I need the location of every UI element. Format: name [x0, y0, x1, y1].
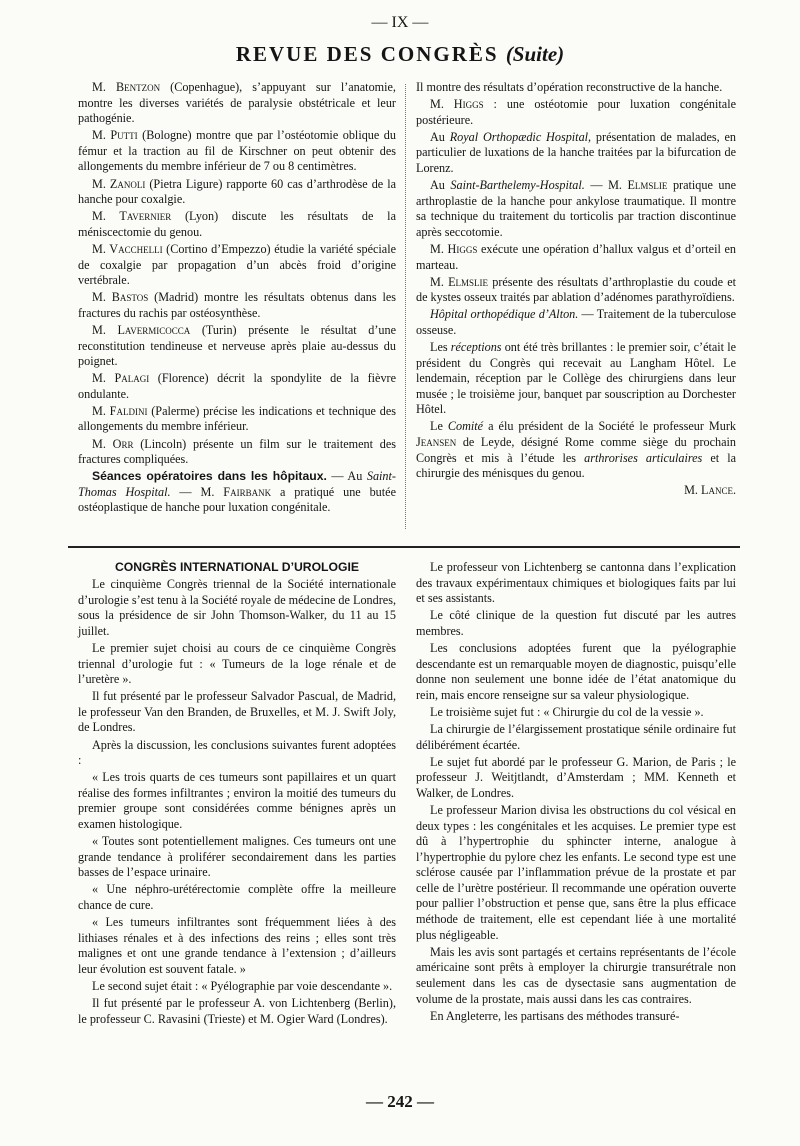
- paragraph: Le professeur von Lichtenberg se cantonna dans l’explication des travaux expérimentaux chimiques et biologiques faits par lui et ses assistants.: [416, 560, 736, 606]
- report-text: (Lyon) discute les résultats de la méniscectomie du genou.: [78, 209, 396, 239]
- emphasis: Comité: [447, 419, 484, 434]
- seances-surgeon: M. Fairbank: [200, 484, 272, 499]
- report-text: (Bologne) montre que par l’ostéotomie oblique du fémur et la traction au fil de Kirschner on peut obtenir des allongements du membre inférieur de 7 ou 8 centimètres.: [78, 128, 396, 174]
- paragraph: Mais les avis sont partagés et certains représentants de l’école américaine sont prêts à employer la chirurgie transurétrale non seulement dans les cas de dysectasie sans augmentation de volume de la prostate, mais aussi dans les cas contraires.: [416, 944, 736, 1006]
- surgeon-name: M. Bentzon: [92, 80, 161, 94]
- surgeon-name: M. Palagi: [92, 371, 150, 386]
- paragraph-text: et la chirurgie des ménisques du genou.: [416, 450, 737, 481]
- paragraph: [416, 130, 736, 177]
- paragraph: Le côté clinique de la question fut discuté par les autres membres.: [416, 608, 736, 638]
- report-text: (Cortino d’Empezzo) étudie la variété spéciale de coxalgie par propagation d’un abcès froid d’origine vertébrale.: [78, 241, 396, 288]
- seances-place: Saint-Thomas Hospital.: [78, 469, 396, 499]
- paragraph-text: Les: [430, 340, 451, 354]
- report-paragraph: [78, 290, 396, 321]
- paragraph: La chirurgie de l’élargissement prostatique sénile ordinaire fut délibérément écartée.: [416, 721, 736, 752]
- report-paragraph: [78, 437, 396, 468]
- report-paragraph: [78, 128, 396, 175]
- paragraph: Le premier sujet choisi au cours de ce cinquième Congrès triennal d’urologie fut : « Tumeurs de la loge rénale et de l’uretère ».: [78, 640, 396, 687]
- paragraph: Le sujet fut abordé par le professeur G. Marion, de Paris ; le professeur J. Weitjtlandt, d’Amsterdam ; MM. Kenneth et Walker, de Londres.: [416, 754, 736, 800]
- emphasis: réceptions: [450, 340, 502, 354]
- hospital-name: Hôpital orthopédique d’Alton.: [430, 307, 579, 322]
- urology-left-paragraphs: [78, 577, 396, 1027]
- paragraph-text: Le: [430, 419, 448, 434]
- paragraph: [416, 419, 736, 481]
- header-title: REVUE DES CONGRÈS: [235, 42, 499, 66]
- report-text: (Palerme) précise les indications et technique des allongements du membre inférieur.: [78, 403, 396, 434]
- hospital-name: Saint-Barthelemy-Hospital.: [450, 178, 585, 193]
- paragraph-text: pratique une arthroplastie de la hanche pour ankylose traumatique. Il montre sa technique du traitement du torticolis par traction discontinue après seccotomie.: [416, 178, 737, 239]
- page-number: — 242 —: [366, 1092, 434, 1111]
- paragraph-text: — Traitement de la tuberculose osseuse.: [416, 307, 736, 337]
- paragraph: Le professeur Marion divisa les obstructions du col vésical en deux types : les congénitales et les acquises. Le premier type est dû à l’hypertrophie du sphincter interne, analogue à l’hypertrophie du pylore chez les enfants. Le second type est une sclérose causée par l’inflammation prévue de la prostate et par celle de l’urètre postérieur. Il recommande une opération ouverte pour pallier l’obstruction et pense que, sans être la plus efficace méthode de traitement, elle est cependant liée à une mortalité plus négligeable.: [416, 802, 736, 942]
- report-text: (Copenhague), s’appuyant sur l’anatomie, montre les diverses variétés de paralysie obstétricale et leur pathogénie.: [78, 80, 396, 126]
- paragraph-text: Au: [430, 129, 450, 144]
- paragraph-text: présentation de malades, en particulier de luxations de la hanche traitées par la bifurcation de Lorenz.: [416, 129, 736, 175]
- seances-text: a pratiqué une butée ostéoplastique de hanche pour luxation congénitale.: [78, 484, 396, 515]
- report-paragraph: [78, 242, 396, 289]
- page-roman-numeral: — IX —: [371, 14, 429, 31]
- paragraph: [416, 178, 736, 240]
- paragraph: Après la discussion, les conclusions suivantes furent adoptées :: [78, 737, 396, 768]
- header-suite: (Suite): [505, 42, 565, 66]
- paragraph: [416, 97, 736, 128]
- paragraph: « Les trois quarts de ces tumeurs sont papillaires et un quart réalise des formes infiltrantes ; environ la moitié des tumeurs du premier groupe sont considérées comme bénignes après un examen histologique.: [78, 770, 396, 831]
- paragraph-text: : une ostéotomie pour luxation congénitale postérieure.: [416, 97, 737, 127]
- surgeon-name: M. Putti: [92, 128, 138, 143]
- seances-label: Séances opératoires dans les hôpitaux.: [92, 469, 327, 484]
- paragraph-text: exécute une opération d’hallux valgus et d’orteil en marteau.: [416, 241, 736, 272]
- surgeon-name: M. Bastos: [92, 290, 149, 305]
- seances-sep: — Au: [326, 469, 367, 484]
- orthopedic-report-list: [78, 80, 396, 468]
- paragraph: [416, 307, 736, 338]
- surgeon-name: M. Elmslie: [430, 274, 489, 289]
- seances-sep2: —: [170, 484, 201, 499]
- paragraph: [416, 275, 736, 306]
- surgeon-name: M. Higgs: [430, 241, 478, 256]
- paragraph: « Les tumeurs infiltrantes sont fréquemment liées à des lithiases rénales et à des infections des reins ; elles sont très malignes et ont une grande tendance à l’extension ; d’ailleurs leur évolution est souvent fatale. »: [78, 915, 396, 976]
- urology-right-column: [416, 560, 736, 1026]
- paragraph: « Toutes sont potentiellement malignes. Ces tumeurs ont une grande tendance à proliférer secondairement dans les parties basses de l’espace urinaire.: [78, 834, 396, 880]
- surgeon-name: M. Higgs: [430, 97, 484, 112]
- report-paragraph: [78, 177, 396, 208]
- report-paragraph: [78, 323, 396, 370]
- surgeon-name: M. Elmslie: [608, 178, 668, 193]
- paragraph: Il montre des résultats d’opération reconstructive de la hanche.: [416, 80, 723, 94]
- surgeon-name: M. Vacchelli: [92, 241, 163, 256]
- paragraph: « Une néphro-urétérectomie complète offre la meilleure chance de cure.: [78, 882, 396, 912]
- paragraph-text: —: [584, 178, 609, 193]
- seances-paragraph: [78, 469, 396, 516]
- surgeon-name: M. Faldini: [92, 403, 148, 418]
- paragraph: Il fut présenté par le professeur Salvador Pascual, de Madrid, le professeur Van den Branden, de Bruxelles, et M. J. Swift Joly, de Londres.: [78, 689, 396, 735]
- urology-left-column: [78, 560, 396, 1029]
- surgeon-name: M. Zanoli: [92, 176, 146, 191]
- person-name: Jeansen: [416, 435, 457, 450]
- paragraph-text: ont été très brillantes : le premier soir, c’était le président du Congrès qui recevait au Langham Hôtel. Le lendemain, réception par le Collège des chirurgiens dans leur musée ; le troisième jour, banquet par souscription au Dorchester Hôtel.: [416, 340, 736, 417]
- paragraph: [416, 242, 736, 273]
- paragraph: En Angleterre, les partisans des méthodes transuré-: [430, 1008, 680, 1023]
- paragraph: [416, 340, 736, 418]
- emphasis: arthrorises articulaires: [584, 450, 703, 465]
- author-signature: M. Lance.: [684, 483, 736, 498]
- surgeon-name: M. Lavermicocca: [92, 322, 191, 337]
- hospital-name: Royal Orthopædic Hospital,: [449, 129, 592, 144]
- paragraph: Le cinquième Congrès triennal de la Société internationale d’urologie s’est tenu à la Société royale de médecine de Londres, sous la présidence de sir John Thomson-Walker, du 11 au 15 juillet.: [78, 577, 396, 638]
- page-header: [0, 42, 800, 67]
- orthopedic-right-column: [416, 80, 736, 500]
- paragraph-text: de Leyde, désigné Rome comme siège du prochain Congrès et mis à l’étude les: [416, 435, 736, 465]
- report-paragraph: [78, 80, 396, 127]
- paragraph-text: présente des résultats d’arthroplastie du coude et de kystes osseux traités par ablation d’adénomes parathyroïdiens.: [416, 274, 736, 305]
- report-text: (Turin) présente le résultat d’une reconstitution tendineuse et nerveuse après plaie au-dessus du poignet.: [78, 322, 396, 369]
- paragraph-text: a élu président de la Société le professeur Murk: [483, 419, 736, 434]
- paragraph: Le second sujet était : « Pyélographie par voie descendante ».: [92, 978, 393, 993]
- paragraph: Le troisième sujet fut : « Chirurgie du col de la vessie ».: [430, 704, 704, 719]
- paragraph: Les conclusions adoptées furent que la pyélographie descendante est un remarquable moyen de diagnostic, puisqu’elle donne non seulement une bonne idée de l’état anatomique du rein, mais encore renseigne sur sa valeur physiologique.: [416, 640, 736, 702]
- column-divider: [405, 84, 406, 529]
- report-paragraph: [78, 209, 396, 240]
- report-paragraph: [78, 371, 396, 402]
- surgeon-name: M. Orr: [92, 436, 134, 451]
- paragraph: Il fut présenté par le professeur A. von Lichtenberg (Berlin), le professeur C. Ravasini (Trieste) et M. Ogier Ward (Londres).: [78, 996, 396, 1026]
- paragraph-text: Au: [430, 178, 451, 193]
- report-text: (Florence) décrit la spondylite de la fièvre ondulante.: [78, 371, 397, 401]
- orthopedic-left-column: [78, 80, 396, 518]
- report-text: (Lincoln) présente un film sur le traitement des fractures compliquées.: [78, 436, 396, 467]
- urology-right-paragraphs: [416, 560, 736, 1024]
- section-title: CONGRÈS INTERNATIONAL D’UROLOGIE: [115, 560, 359, 574]
- report-paragraph: [78, 404, 396, 435]
- report-text: (Madrid) montre les résultats obtenus dans les fractures du rachis par ostéosynthèse.: [78, 290, 397, 320]
- surgeon-name: M. Tavernier: [92, 209, 172, 224]
- report-text: (Pietra Ligure) rapporte 60 cas d’arthrodèse de la hanche pour coxalgie.: [78, 176, 397, 207]
- section-divider: [68, 546, 740, 548]
